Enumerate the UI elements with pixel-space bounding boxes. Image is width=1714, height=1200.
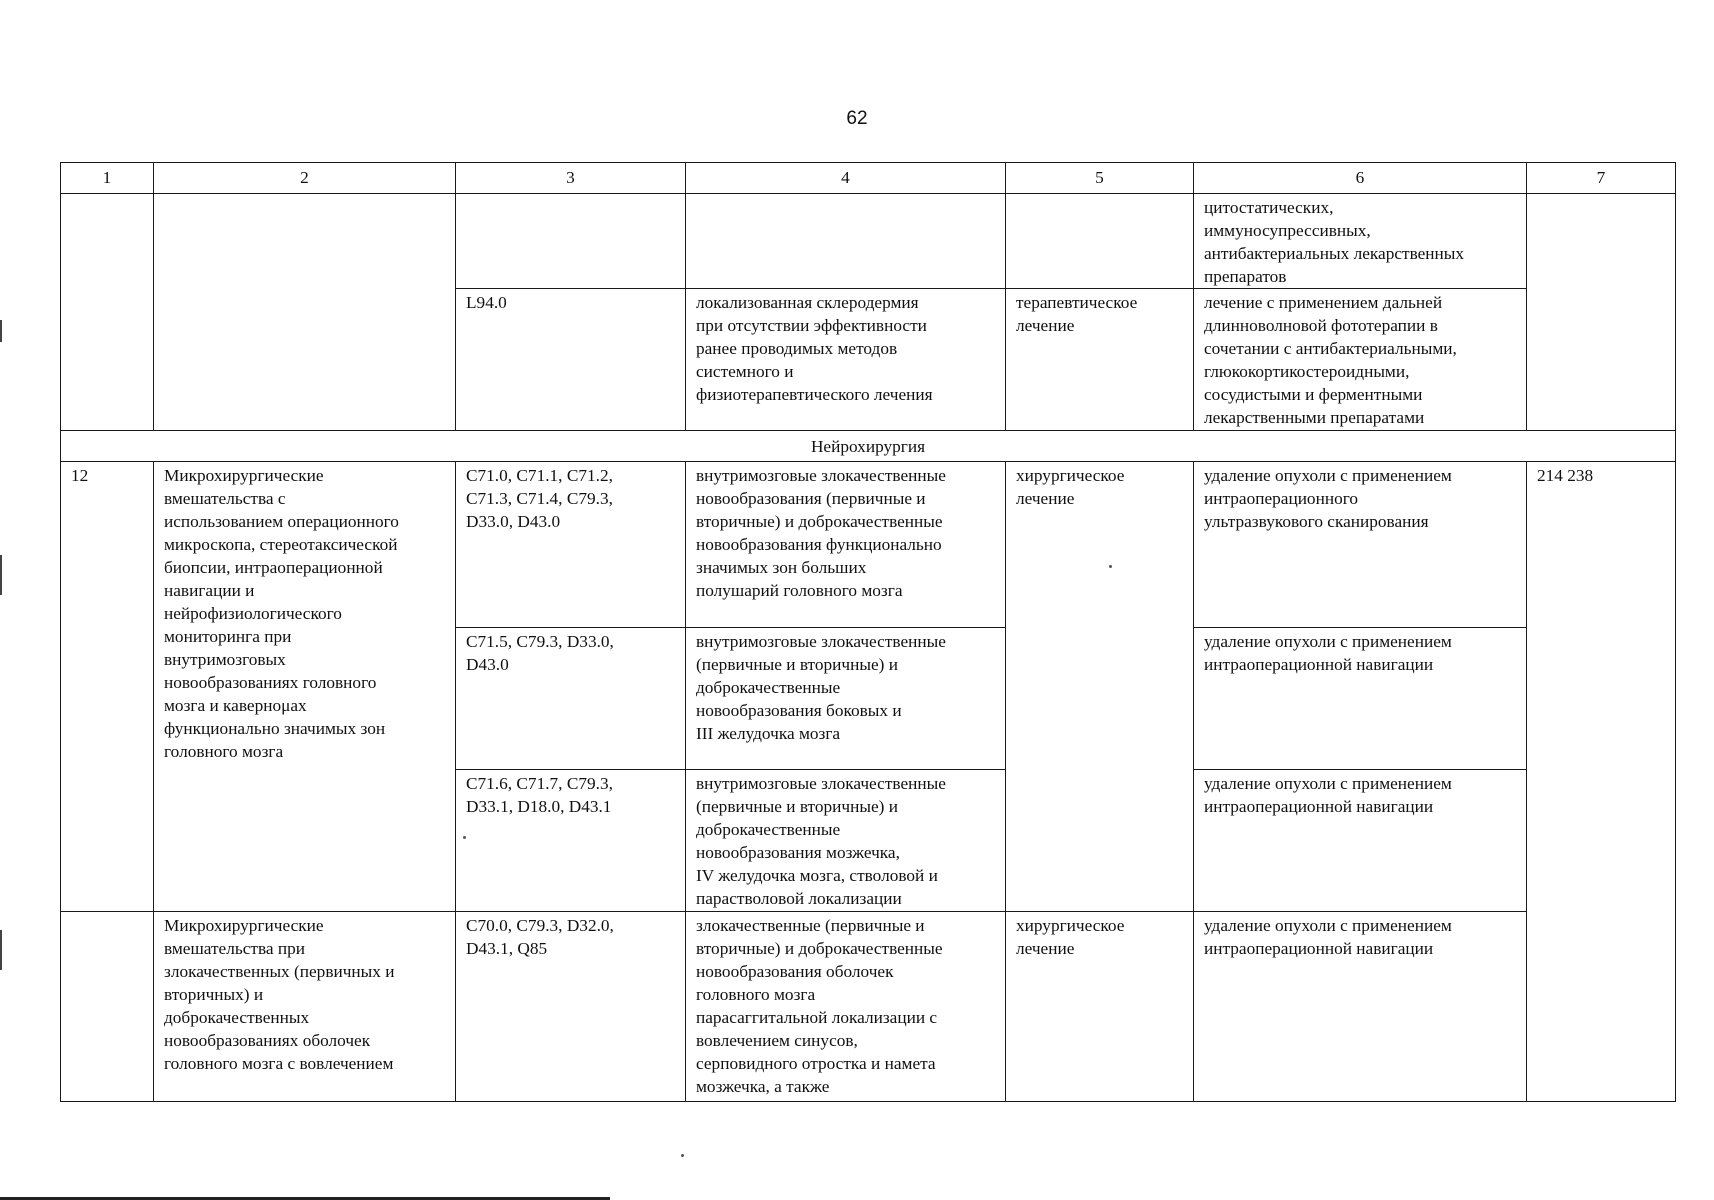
diagnosis-cell: внутримозговые злокачественные (первичные и вторичные) и доброкачественные новообразования боковых и III желудочка мозга [686, 628, 1006, 770]
intervention-cell [154, 194, 456, 431]
treatment-type-cell [1006, 194, 1194, 289]
column-number-row [61, 163, 1676, 194]
diagnosis-cell: локализованная склеродермия при отсутствии эффективности ранее проводимых методов системного и физиотерапевтического лечения [686, 289, 1006, 431]
column-header-4: 4 [686, 163, 1006, 194]
treatment-type-cell: хирургическое лечение [1006, 912, 1194, 1102]
table-row [61, 462, 1676, 628]
diagnosis-cell: внутримозговые злокачественные (первичные и вторичные) и доброкачественные новообразования мозжечка, IV желудочка мозга, стволовой и парастволовой локализации [686, 770, 1006, 912]
row-number-cell [61, 912, 154, 1102]
diagnosis-cell: внутримозговые злокачественные новообразования (первичные и вторичные) и доброкачественные новообразования функционально значимых зон больших полушарий головного мозга [686, 462, 1006, 628]
diagnosis-cell [686, 194, 1006, 289]
norm-cost-cell [1527, 194, 1676, 431]
treatment-method-cell: цитостатических, иммуносупрессивных, антибактериальных лекарственных препаратов [1194, 194, 1527, 289]
treatment-method-cell: удаление опухоли с применением интраоперационной навигации [1194, 770, 1527, 912]
section-title: Нейрохирургия [61, 431, 1676, 462]
column-header-5: 5 [1006, 163, 1194, 194]
treatment-type-cell: хирургическое лечение [1006, 462, 1194, 912]
scan-speck [681, 1154, 684, 1157]
diagnosis-cell: злокачественные (первичные и вторичные) и доброкачественные новообразования оболочек головного мозга парасаггитальной локализации с вовлечением синусов, серповидного отростка и намета мозжечка, а также [686, 912, 1006, 1102]
scan-speck [463, 836, 466, 839]
treatment-type-cell: терапевтическое лечение [1006, 289, 1194, 431]
table-row [61, 912, 1676, 1102]
row-number-cell: 12 [61, 462, 154, 912]
intervention-cell: Микрохирургические вмешательства с использованием операционного микроскопа, стереотаксической биопсии, интраоперационной навигации и нейрофизиологического мониторинга при внутримозговых новообразованиях головного мозга и кавернομах функционально значимых зон головного мозга [154, 462, 456, 912]
icd-code-cell: L94.0 [456, 289, 686, 431]
norm-cost-cell: 214 238 [1527, 462, 1676, 1102]
treatment-method-cell: лечение с применением дальней длинноволновой фототерапии в сочетании с антибактериальными, глюкокортикостероидными, сосудистыми и ферментными лекарственными препаратами [1194, 289, 1527, 431]
scan-edge-mark [0, 555, 2, 595]
scan-speck [1109, 565, 1112, 568]
row-number-cell [61, 194, 154, 431]
section-row [61, 431, 1676, 462]
page-number: 62 [846, 108, 868, 129]
treatment-method-cell: удаление опухоли с применением интраоперационной навигации [1194, 912, 1527, 1102]
treatment-method-cell: удаление опухоли с применением интраоперационного ультразвукового сканирования [1194, 462, 1527, 628]
icd-code-cell: C71.0, C71.1, C71.2, C71.3, C71.4, C79.3, D33.0, D43.0 [456, 462, 686, 628]
icd-code-cell [456, 194, 686, 289]
column-header-7: 7 [1527, 163, 1676, 194]
scan-edge-mark [0, 930, 2, 970]
column-header-2: 2 [154, 163, 456, 194]
icd-code-cell: C71.6, C71.7, C79.3, D33.1, D18.0, D43.1 [456, 770, 686, 912]
column-header-6: 6 [1194, 163, 1527, 194]
column-header-3: 3 [456, 163, 686, 194]
scan-edge-mark [0, 320, 2, 342]
icd-code-cell: C70.0, C79.3, D32.0, D43.1, Q85 [456, 912, 686, 1102]
icd-code-cell: C71.5, C79.3, D33.0, D43.0 [456, 628, 686, 770]
intervention-cell: Микрохирургические вмешательства при злокачественных (первичных и вторичных) и доброкачественных новообразованиях оболочек головного мозга с вовлечением [154, 912, 456, 1102]
medical-services-table [60, 162, 1676, 1102]
treatment-method-cell: удаление опухоли с применением интраоперационной навигации [1194, 628, 1527, 770]
column-header-1: 1 [61, 163, 154, 194]
table-row [61, 194, 1676, 289]
